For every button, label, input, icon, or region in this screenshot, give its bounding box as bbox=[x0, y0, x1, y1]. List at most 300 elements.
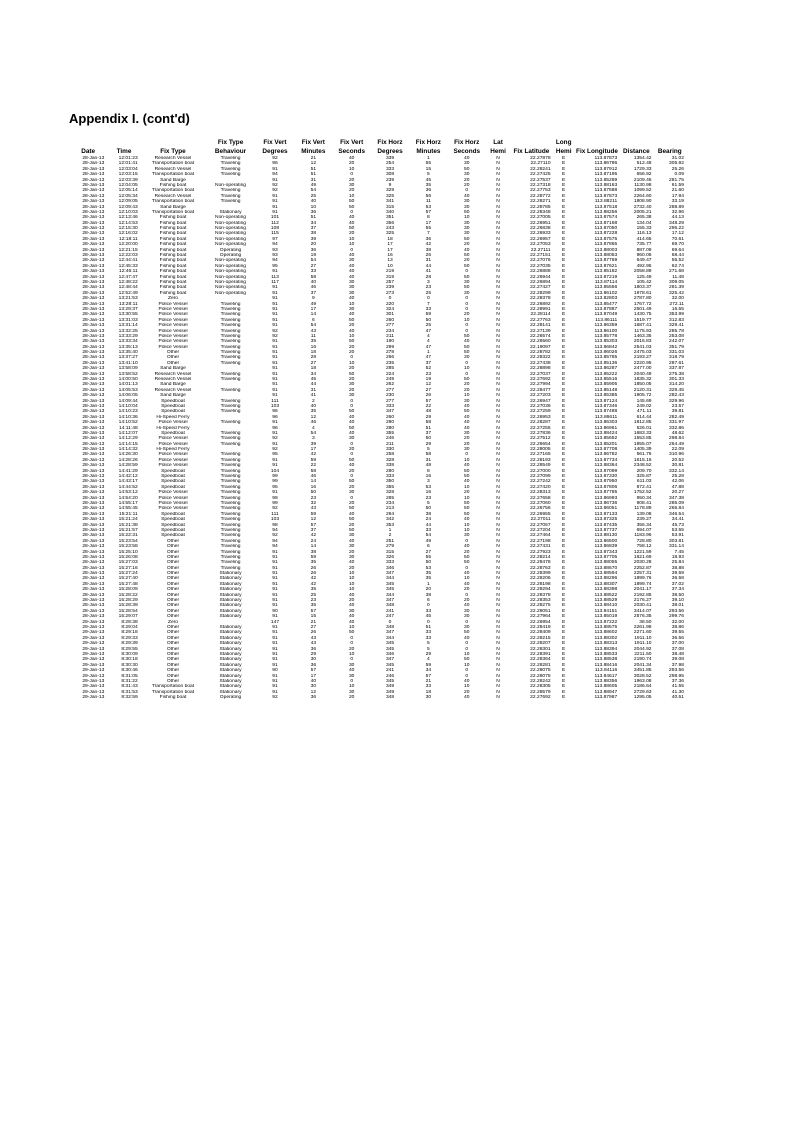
table-cell: 50 bbox=[464, 630, 470, 636]
table-cell: 4 bbox=[427, 339, 430, 345]
table-cell: 28-Jan-13 bbox=[82, 323, 105, 329]
table-cell: 57 bbox=[425, 398, 432, 404]
table-cell: 113.85556 bbox=[594, 285, 618, 291]
table-cell: 113.87346 bbox=[594, 403, 618, 409]
table-cell: 113.88594 bbox=[594, 571, 618, 577]
table-cell: Stationary bbox=[219, 587, 242, 593]
table-cell: 28-Jan-13 bbox=[82, 166, 105, 172]
table-cell: 50 bbox=[464, 506, 470, 512]
table-cell: 54 bbox=[310, 430, 317, 436]
table-cell: 113.87806 bbox=[594, 484, 618, 490]
table-cell: 91 bbox=[272, 430, 278, 436]
table-cell: 295.22 bbox=[669, 226, 684, 232]
table-cell: 113.88302 bbox=[594, 635, 618, 641]
table-cell: 38.50 bbox=[671, 592, 684, 598]
table-cell: N bbox=[496, 662, 500, 668]
table-cell: 57 bbox=[310, 668, 317, 674]
table-cell: 50 bbox=[348, 204, 355, 210]
table-cell: N bbox=[496, 242, 500, 248]
table-cell: 57 bbox=[310, 522, 317, 528]
table-cell: 20 bbox=[310, 242, 317, 248]
table-cell: 91 bbox=[272, 614, 278, 620]
table-cell: 22.27005 bbox=[530, 215, 551, 221]
table-cell: E bbox=[562, 371, 566, 377]
table-cell: 8:31:43 bbox=[121, 684, 138, 690]
table-cell: 347 bbox=[385, 598, 395, 604]
table-cell: 13:35:40 bbox=[118, 350, 138, 356]
table-cell: 134.04 bbox=[636, 220, 652, 226]
table-cell: 48 bbox=[425, 409, 432, 415]
table-cell: 113.87049 bbox=[594, 312, 618, 318]
table-cell: 40 bbox=[348, 560, 355, 566]
table-cell: 2220.95 bbox=[633, 360, 652, 366]
table-cell: 113.88575 bbox=[594, 624, 618, 630]
table-cell: 10 bbox=[348, 360, 355, 366]
table-cell: 355 bbox=[385, 430, 395, 436]
table-cell: 10 bbox=[464, 366, 470, 372]
table-cell: 15:27:16 bbox=[118, 565, 138, 571]
table-cell: 22.28313 bbox=[530, 490, 551, 496]
table-cell: 14:55:17 bbox=[118, 501, 138, 506]
table-cell: 37 bbox=[310, 290, 317, 296]
table-cell: 331.14 bbox=[669, 544, 684, 550]
table-cell: 29-Jan-13 bbox=[82, 630, 105, 636]
table-cell: 333 bbox=[385, 403, 395, 409]
table-cell: 98 bbox=[272, 495, 278, 501]
table-cell: 1430.75 bbox=[633, 312, 652, 318]
table-cell: 50 bbox=[464, 274, 470, 280]
table-cell: 0 bbox=[465, 592, 469, 598]
table-cell: 113.87343 bbox=[594, 549, 618, 555]
table-cell: Traveling bbox=[220, 355, 241, 361]
table-cell: Stationary bbox=[219, 662, 242, 668]
table-cell: E bbox=[562, 231, 566, 237]
table-cell: 44 bbox=[425, 263, 432, 269]
table-cell: 28-Jan-13 bbox=[82, 603, 105, 609]
column-header: Bearing bbox=[657, 148, 682, 155]
table-cell: 29-Jan-13 bbox=[82, 689, 105, 695]
table-cell: 42.06 bbox=[671, 479, 684, 485]
table-cell: Other bbox=[166, 355, 180, 361]
table-cell: 9 bbox=[311, 296, 315, 302]
table-cell: 12 bbox=[310, 414, 317, 420]
table-cell: 0 bbox=[465, 646, 469, 652]
table-cell: E bbox=[562, 398, 566, 404]
table-cell: N bbox=[496, 560, 500, 566]
table-cell: 5 bbox=[427, 646, 430, 652]
table-cell: E bbox=[562, 695, 566, 701]
table-cell: 340 bbox=[385, 209, 395, 215]
table-cell: Zero bbox=[167, 619, 179, 625]
table-cell: N bbox=[496, 630, 500, 636]
table-cell: Traveling bbox=[220, 328, 241, 334]
table-cell: 22.28287 bbox=[530, 420, 551, 426]
table-cell: 12:45:33 bbox=[118, 263, 138, 269]
table-cell: Speedboat bbox=[161, 527, 185, 533]
table-cell: Traveling bbox=[220, 371, 241, 377]
table-cell: 344 bbox=[385, 576, 395, 582]
table-cell: 17 bbox=[310, 306, 317, 312]
table-cell: 28-Jan-13 bbox=[82, 425, 105, 431]
table-cell: 40 bbox=[464, 581, 470, 587]
table-cell: 22.26756 bbox=[530, 506, 551, 512]
table-cell: 113.88307 bbox=[594, 581, 618, 587]
table-cell: 113.84617 bbox=[594, 673, 618, 679]
table-cell: 239.27 bbox=[636, 517, 652, 523]
table-cell: 0 bbox=[465, 565, 469, 571]
table-cell: Fishing boat bbox=[159, 290, 187, 296]
table-cell: 50 bbox=[464, 209, 470, 215]
table-cell: N bbox=[496, 484, 500, 490]
table-cell: 0 bbox=[465, 668, 469, 674]
table-cell: 3 bbox=[427, 479, 430, 485]
table-cell: 29-Jan-13 bbox=[82, 641, 105, 647]
table-cell: 1130.98 bbox=[634, 182, 652, 188]
table-cell: 40 bbox=[348, 414, 355, 420]
table-cell: 22.28051 bbox=[530, 608, 551, 614]
table-cell: 20 bbox=[464, 387, 470, 393]
table-cell: 98 bbox=[272, 522, 278, 528]
table-cell: 28-Jan-13 bbox=[82, 172, 105, 178]
table-cell: Stationary bbox=[219, 581, 242, 587]
table-cell: 10 bbox=[348, 236, 355, 242]
table-cell: 20 bbox=[464, 177, 470, 183]
table-cell: 305.92 bbox=[669, 161, 684, 167]
table-cell: 39.81 bbox=[671, 409, 684, 415]
table-cell: E bbox=[562, 495, 566, 501]
table-cell: 13:58:09 bbox=[118, 366, 138, 372]
table-cell: Traveling bbox=[220, 538, 241, 544]
table-cell: 113.88055 bbox=[594, 560, 618, 566]
table-cell: 113.86500 bbox=[594, 538, 618, 544]
table-cell: 31.02 bbox=[671, 156, 684, 161]
column-header: Fix Horz Degrees bbox=[377, 139, 403, 155]
table-cell: 28-Jan-13 bbox=[82, 430, 105, 436]
table-cell: 35 bbox=[310, 339, 317, 345]
table-cell: 314.20 bbox=[669, 382, 684, 388]
table-cell: 91 bbox=[272, 603, 278, 609]
table-cell: 22.26560 bbox=[530, 339, 551, 345]
table-cell: 285 bbox=[385, 366, 395, 372]
table-cell: N bbox=[496, 425, 500, 431]
table-cell: 1178.89 bbox=[634, 506, 652, 512]
table-cell: 113.87114 bbox=[594, 279, 618, 285]
table-cell: 18.93 bbox=[671, 554, 684, 560]
table-cell: N bbox=[496, 199, 500, 205]
table-cell: 40 bbox=[348, 253, 355, 259]
table-cell: 887.09 bbox=[636, 247, 652, 253]
table-cell: Stationary bbox=[219, 614, 242, 620]
table-cell: 91 bbox=[272, 624, 278, 630]
table-cell: 8:29:39 bbox=[121, 641, 138, 647]
table-cell: E bbox=[562, 258, 566, 264]
table-cell: Stationary bbox=[219, 668, 242, 674]
table-cell: 28-Jan-13 bbox=[82, 188, 105, 194]
table-cell: 0 bbox=[350, 452, 354, 458]
table-cell: Traveling bbox=[220, 441, 241, 447]
table-cell: E bbox=[562, 420, 566, 426]
table-cell: 20 bbox=[348, 323, 355, 329]
table-cell: 512.48 bbox=[636, 161, 652, 167]
table-cell: Traveling bbox=[220, 565, 241, 571]
table-cell: 50 bbox=[348, 317, 355, 323]
table-cell: E bbox=[562, 619, 566, 625]
table-cell: N bbox=[496, 571, 500, 577]
table-cell: 28-Jan-13 bbox=[82, 409, 105, 415]
table-cell: 28-Jan-13 bbox=[82, 177, 105, 183]
table-cell: Police Vessel bbox=[158, 501, 188, 506]
table-cell: 2193.27 bbox=[633, 355, 652, 361]
table-cell: 113.86842 bbox=[594, 344, 618, 350]
table-cell: 113.88533 bbox=[594, 651, 618, 657]
table-cell: 22.27165 bbox=[530, 452, 551, 458]
table-cell: N bbox=[496, 646, 500, 652]
table-cell: E bbox=[562, 403, 566, 409]
table-cell: 91 bbox=[272, 441, 278, 447]
table-cell: 30 bbox=[348, 689, 355, 695]
table-cell: 12:09:05 bbox=[118, 199, 138, 205]
table-cell: 36 bbox=[310, 209, 317, 215]
table-cell: 113.87325 bbox=[594, 517, 618, 523]
table-cell: 0 bbox=[465, 452, 469, 458]
table-cell: 28-Jan-13 bbox=[82, 215, 105, 221]
table-cell: 41.55 bbox=[671, 684, 684, 690]
table-cell: 2576.35 bbox=[633, 614, 652, 620]
table-cell: N bbox=[496, 306, 500, 312]
column-header: Long Hemi bbox=[555, 139, 572, 155]
table-cell: 113.86359 bbox=[594, 323, 618, 329]
column-header: Distance bbox=[623, 148, 650, 155]
table-cell: 20 bbox=[464, 182, 470, 188]
table-cell: Other bbox=[166, 538, 180, 544]
table-cell: Non-operating bbox=[215, 236, 247, 242]
table-cell: 58 bbox=[310, 274, 317, 280]
table-cell: 22.27464 bbox=[530, 533, 551, 539]
table-cell: 52 bbox=[425, 366, 432, 372]
table-cell: 12:01:23 bbox=[118, 156, 138, 161]
table-cell: 348 bbox=[385, 695, 395, 701]
table-cell: 96 bbox=[272, 161, 278, 167]
table-cell: 30 bbox=[310, 657, 317, 663]
table-cell: E bbox=[562, 172, 566, 178]
table-cell: 1 bbox=[427, 350, 430, 356]
table-cell: 8:28:38 bbox=[121, 619, 138, 625]
table-cell: 12:15:30 bbox=[118, 226, 138, 232]
table-cell: 51 bbox=[425, 425, 432, 431]
table-cell: 91 bbox=[272, 554, 278, 560]
table-cell: E bbox=[562, 641, 566, 647]
table-cell: 46 bbox=[310, 474, 317, 480]
table-cell: E bbox=[562, 479, 566, 485]
table-cell: Speedboat bbox=[161, 468, 185, 474]
table-cell: E bbox=[562, 350, 566, 356]
table-cell: 11.48 bbox=[672, 274, 684, 280]
table-cell: 28-Jan-13 bbox=[82, 306, 105, 312]
table-cell: 62.74 bbox=[671, 263, 684, 269]
table-cell: 50 bbox=[464, 560, 470, 566]
table-cell: 319 bbox=[385, 274, 395, 280]
table-cell: 315 bbox=[385, 204, 395, 210]
table-cell: 22.27151 bbox=[530, 253, 551, 259]
table-cell: 22.28207 bbox=[530, 641, 551, 647]
table-cell: 47 bbox=[425, 344, 432, 350]
table-cell: 91 bbox=[272, 641, 278, 647]
table-cell: 355 bbox=[385, 484, 395, 490]
table-cell: 51 bbox=[310, 172, 317, 178]
table-cell: 15:27:48 bbox=[118, 581, 138, 587]
table-cell: N bbox=[496, 651, 500, 657]
table-cell: N bbox=[496, 587, 500, 593]
table-cell: N bbox=[496, 598, 500, 604]
table-cell: Non-operating bbox=[215, 279, 247, 285]
table-cell: 872.41 bbox=[636, 484, 652, 490]
table-cell: Traveling bbox=[220, 377, 241, 383]
table-cell: 10 bbox=[387, 263, 393, 269]
table-cell: 728.80 bbox=[636, 538, 652, 544]
table-cell: 1687.41 bbox=[633, 323, 652, 329]
table-cell: 38.50 bbox=[639, 619, 652, 625]
table-cell: 40 bbox=[348, 274, 355, 280]
table-cell: E bbox=[562, 182, 566, 188]
table-cell: 47 bbox=[425, 355, 432, 361]
table-cell: N bbox=[496, 344, 500, 350]
table-cell: 22.28477 bbox=[530, 387, 551, 393]
table-cell: 15:22:31 bbox=[118, 533, 138, 539]
table-cell: 27 bbox=[425, 549, 432, 555]
table-cell: 113.88416 bbox=[594, 662, 618, 668]
table-cell: 91 bbox=[272, 387, 278, 393]
table-cell: 91 bbox=[272, 285, 278, 291]
table-cell: Traveling bbox=[220, 301, 241, 307]
table-cell: E bbox=[562, 377, 566, 383]
table-cell: 14:09:44 bbox=[118, 398, 138, 404]
table-cell: Traveling bbox=[220, 403, 241, 409]
table-cell: 30 bbox=[464, 220, 470, 226]
table-cell: 20 bbox=[464, 312, 470, 318]
table-cell: Stationary bbox=[219, 630, 242, 636]
table-cell: N bbox=[496, 657, 500, 663]
table-cell: 2211.50 bbox=[634, 651, 652, 657]
table-cell: 246 bbox=[385, 436, 395, 442]
table-cell: 325.87 bbox=[636, 474, 652, 480]
table-cell: 260 bbox=[385, 317, 395, 323]
table-cell: 353 bbox=[385, 522, 395, 528]
table-cell: 0 bbox=[465, 619, 469, 625]
table-cell: 2 bbox=[311, 398, 315, 404]
table-cell: 38 bbox=[425, 247, 432, 253]
table-cell: 30 bbox=[464, 226, 470, 232]
table-cell: 331.97 bbox=[669, 420, 684, 426]
table-cell: 29-Jan-13 bbox=[82, 646, 105, 652]
table-cell: N bbox=[496, 409, 500, 415]
table-cell: 30 bbox=[464, 614, 470, 620]
table-cell: 113.88296 bbox=[594, 576, 618, 582]
table-cell: N bbox=[496, 161, 500, 167]
table-cell: N bbox=[496, 436, 500, 442]
table-cell: E bbox=[562, 339, 566, 345]
table-cell: 285.09 bbox=[669, 501, 684, 506]
table-cell: 50 bbox=[464, 344, 470, 350]
table-cell: 28-Jan-13 bbox=[82, 420, 105, 426]
table-cell: 20.52 bbox=[671, 457, 684, 463]
table-cell: 91 bbox=[272, 366, 278, 372]
table-cell: 13:33:34 bbox=[118, 339, 138, 345]
table-cell: 40 bbox=[464, 517, 470, 523]
table-cell: N bbox=[496, 188, 500, 194]
table-cell: 253.08 bbox=[669, 333, 684, 339]
table-cell: 40 bbox=[464, 603, 470, 609]
table-cell: 1808.90 bbox=[633, 199, 652, 205]
table-cell: 36 bbox=[310, 646, 317, 652]
table-cell: 91 bbox=[272, 490, 278, 496]
table-cell: 30 bbox=[348, 544, 355, 550]
table-cell: E bbox=[562, 312, 566, 318]
table-cell: 14 bbox=[310, 312, 317, 318]
table-cell: 28-Jan-13 bbox=[82, 220, 105, 226]
table-cell: 356.34 bbox=[636, 522, 652, 528]
table-cell: E bbox=[562, 598, 566, 604]
table-cell: 1752.52 bbox=[633, 490, 652, 496]
table-cell: 282.49 bbox=[669, 414, 684, 420]
table-cell: 0 bbox=[350, 172, 354, 178]
table-cell: Fishing boat bbox=[159, 258, 187, 264]
table-cell: 16 bbox=[310, 484, 317, 490]
table-cell: 20 bbox=[464, 689, 470, 695]
table-cell: 45 bbox=[310, 377, 317, 383]
table-cell: 329 bbox=[385, 188, 395, 194]
table-cell: 2501.49 bbox=[633, 306, 652, 312]
table-cell: 22.28391 bbox=[530, 651, 551, 657]
table-cell: 13:30:55 bbox=[118, 312, 138, 318]
table-cell: 50 bbox=[348, 517, 355, 523]
table-cell: N bbox=[496, 474, 500, 480]
table-cell: 91 bbox=[272, 269, 278, 275]
table-cell: 54 bbox=[310, 323, 317, 329]
table-cell: 347 bbox=[385, 657, 395, 663]
table-cell: 220 bbox=[385, 301, 395, 307]
table-cell: E bbox=[562, 393, 566, 399]
table-cell: Police Vessel bbox=[158, 441, 188, 447]
table-cell: E bbox=[562, 279, 566, 285]
table-cell: 20 bbox=[348, 377, 355, 383]
table-cell: 29 bbox=[425, 441, 432, 447]
table-cell: 13:33:29 bbox=[118, 333, 138, 339]
table-cell: Other bbox=[166, 549, 180, 555]
table-cell: 15:23:54 bbox=[118, 538, 138, 544]
table-cell: 22.28242 bbox=[530, 678, 551, 684]
table-cell: 33 bbox=[425, 527, 432, 533]
table-cell: 5 bbox=[427, 501, 430, 506]
table-cell: Stationary bbox=[219, 209, 242, 215]
table-cell: 28-Jan-13 bbox=[82, 614, 105, 620]
table-cell: 22.28409 bbox=[530, 630, 551, 636]
table-cell: 35 bbox=[425, 182, 432, 188]
table-cell: Traveling bbox=[220, 350, 241, 356]
table-cell: 280 bbox=[385, 420, 395, 426]
table-cell: 105.42 bbox=[636, 279, 652, 285]
table-cell: 113.88053 bbox=[594, 253, 618, 259]
table-cell: Speedboat bbox=[161, 511, 185, 517]
table-cell: Speedboat bbox=[161, 398, 185, 404]
table-cell: 13:31:14 bbox=[118, 323, 138, 329]
table-cell: 30 bbox=[425, 695, 432, 701]
table-cell: 28-Jan-13 bbox=[82, 393, 105, 399]
table-cell: 40 bbox=[348, 156, 355, 161]
table-cell: 30 bbox=[464, 204, 470, 210]
table-cell: Traveling bbox=[220, 517, 241, 523]
table-cell: 2348.52 bbox=[633, 463, 652, 469]
table-cell: 1615.16 bbox=[633, 457, 652, 463]
